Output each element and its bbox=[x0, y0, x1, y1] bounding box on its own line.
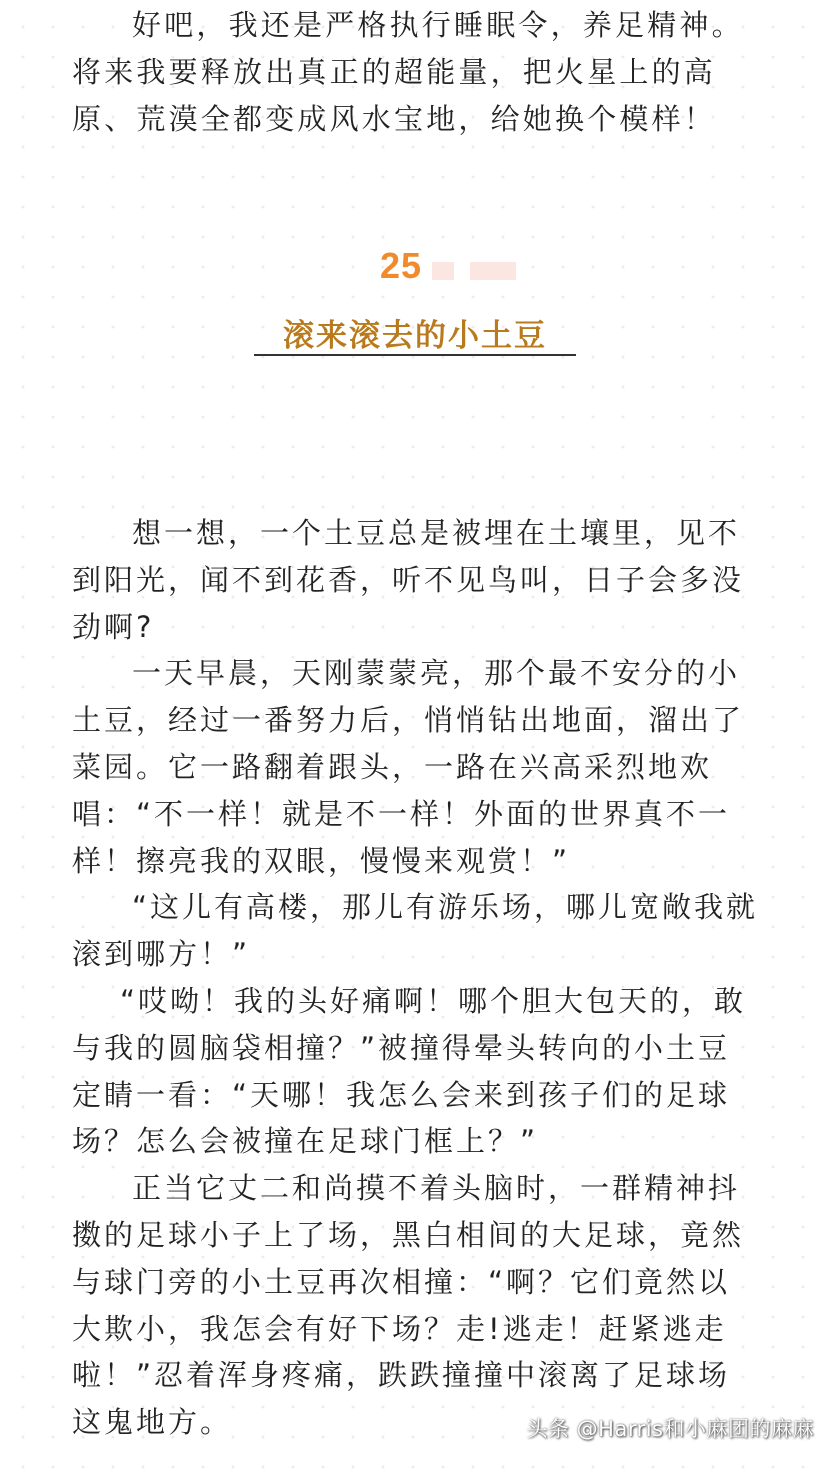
source-watermark: 头条 @Harris和小麻团的麻麻 bbox=[526, 1417, 814, 1441]
story-paragraph: 一天早晨，天刚蒙蒙亮，那个最不安分的小土豆，经过一番努力后，悄悄钻出地面，溜出了菜园。它一路翻着跟头，一路在兴高采烈地欢唱：“不一样！就是不一样！外面的世界真不一样！擦亮我的双眼，慢慢来观赏！” bbox=[72, 656, 745, 878]
decorative-block bbox=[470, 262, 516, 280]
intro-line: 将来我要释放出真正的超能量，把火星上的高 bbox=[72, 55, 717, 89]
story-paragraph: “这儿有高楼，那儿有游乐场，哪儿宽敞我就滚到哪方！” bbox=[72, 890, 759, 972]
intro-passage bbox=[72, 2, 762, 143]
story-paragraph: 正当它丈二和尚摸不着头脑时，一群精神抖擞的足球小子上了场，黑白相间的大足球，竟然与球门旁的小土豆再次相撞：“啊？它们竟然以大欺小，我怎会有好下场？走!逃走！赶紧逃走啦！”忍着浑身疼痛，跌跌撞撞中滚离了足球场这鬼地方。 bbox=[72, 1171, 745, 1440]
title-underline bbox=[254, 354, 576, 356]
intro-line: 好吧，我还是严格执行睡眠令，养足精神。 bbox=[132, 8, 744, 42]
chapter-number: 25 bbox=[380, 245, 423, 286]
story-paragraph: 想一想，一个土豆总是被埋在土壤里，见不到阳光，闻不到花香，听不见鸟叫，日子会多没劲啊? bbox=[72, 516, 745, 644]
story-paragraph: “哎呦！我的头好痛啊！哪个胆大包天的，敢与我的圆脑袋相撞？”被撞得晕头转向的小土豆定睛一看：“天哪！我怎么会来到孩子们的足球场？怎么会被撞在足球门框上？” bbox=[72, 983, 747, 1159]
chapter-title: 滚来滚去的小土豆 bbox=[283, 318, 547, 354]
decorative-block bbox=[432, 262, 454, 280]
story-body bbox=[72, 510, 762, 1446]
intro-line: 原、荒漠全都变成风水宝地，给她换个模样！ bbox=[72, 102, 717, 136]
